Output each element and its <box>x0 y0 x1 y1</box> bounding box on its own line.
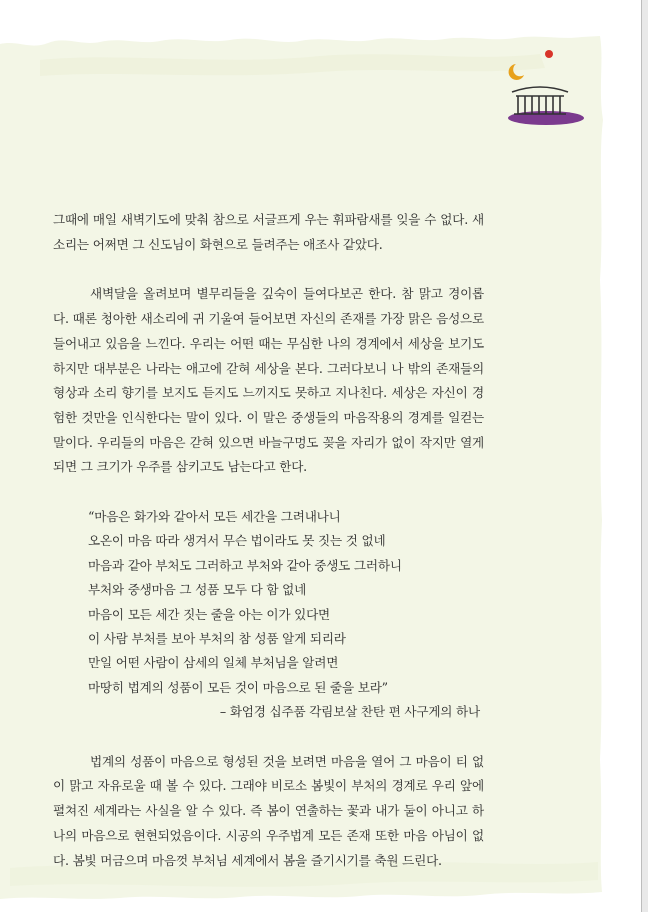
paragraph-2: 새벽달을 올려보며 별무리들을 깊숙이 들여다보곤 한다. 참 맑고 경이롭다. 때론 청아한 새소리에 귀 기울여 들어보면 자신의 존재를 가장 맑은 음성으로 들어내고 있음을 느낀다. 우리는 어떤 때는 무심한 나의 경계에서 세상을 보기도 하지만 대부분은 나라는 애고에 갇혀 세상을 본다. 그러다보니 나 밖의 존재들의 형상과 소리 향기를 보지도 듣지도 느끼지도 못하고 지나친다. 세상은 자신이 경험한 것만을 인식한다는 말이 있다. 이 말은 중생들의 마음작용의 경계를 일컫는 말이다. 우리들의 마음은 갇혀 있으면 바늘구멍도 꽂을 자리가 없이 작지만 열게 되면 그 크기가 우주를 삼키고도 남는다고 한다. <box>53 286 484 475</box>
article-body <box>53 208 484 873</box>
quote-line: “마음은 화가와 같아서 모든 세간을 그려내나니 <box>88 509 341 525</box>
quote-line: 마땅히 법계의 성품이 모든 것이 마음으로 된 줄을 보라” <box>88 679 388 695</box>
page-spine <box>641 0 648 912</box>
quote-line: 오온이 마음 따라 생겨서 무슨 법이라도 못 짓는 것 없네 <box>88 533 386 549</box>
pavilion-icon <box>512 87 568 114</box>
paragraph-1: 그때에 매일 새벽기도에 맞춰 참으로 서글프게 우는 휘파람새를 잊을 수 없다. 새소리는 어쩌면 그 신도님이 화현으로 들려주는 애조사 같았다. <box>53 212 484 252</box>
quote-line: 마음이 모든 세간 짓는 줄을 아는 이가 있다면 <box>88 606 331 622</box>
quote-line: 이 사람 부처를 보아 부처의 참 성품 알게 되리라 <box>88 631 346 647</box>
quote-line: 만일 어떤 사람이 삼세의 일체 부처님을 알려면 <box>88 655 339 671</box>
paragraph-4: 법계의 성품이 마음으로 형성된 것을 보려면 마음을 열어 그 마음이 티 없이 맑고 자유로울 때 볼 수 있다. 그래야 비로소 봄빛이 부처의 경계로 우리 앞에 펼쳐진 세계라는 사실을 알 수 있다. 즉 봄이 연출하는 꽃과 내가 둘이 아니고 하나의 마음으로 현현되었음이다. 시공의 우주법계 모든 존재 또한 마음 아님이 없다. 봄빛 머금으며 마음껏 부처님 세계에서 봄을 즐기시기를 축원 드린다. <box>53 753 484 868</box>
quote-line: 마음과 같아 부처도 그러하고 부처와 같아 중생도 그러하니 <box>88 557 402 573</box>
scripture-quote <box>88 505 484 725</box>
moon-icon <box>509 64 524 80</box>
quote-attribution: – 화엄경 십주품 각림보살 찬탄 편 사구게의 하나 <box>219 704 480 720</box>
red-dot <box>545 50 553 58</box>
quote-line: 부처와 중생마음 그 성품 모두 다 함 없네 <box>88 582 307 598</box>
pavilion-moon-icon <box>494 42 594 134</box>
